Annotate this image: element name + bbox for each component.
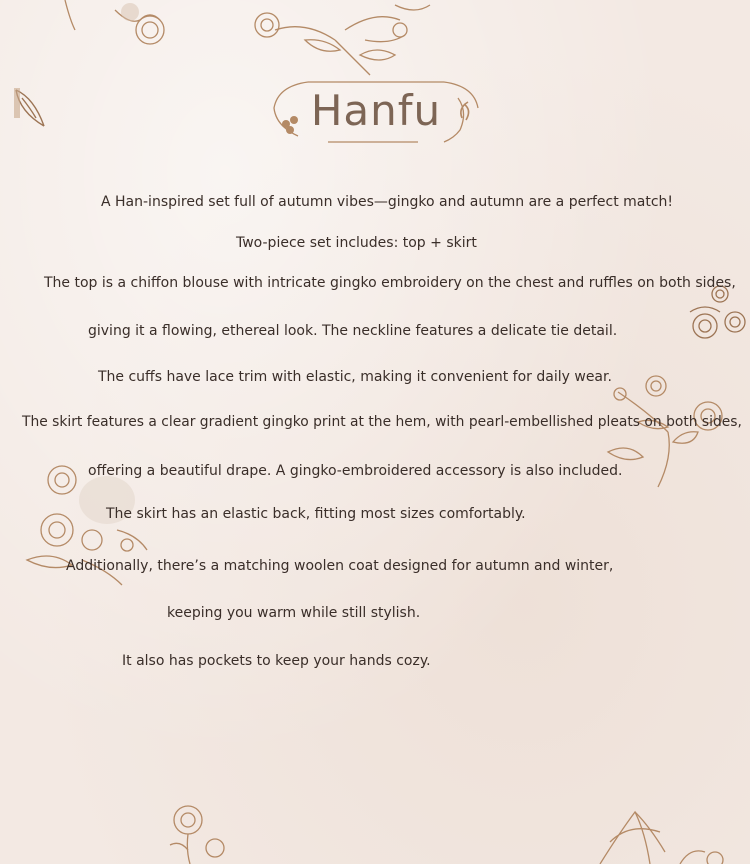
description-line-10: keeping you warm while still stylish. <box>167 605 421 621</box>
description-line-1: A Han-inspired set full of autumn vibes—gingko and autumn are a perfect match! <box>101 194 674 210</box>
left-leaf-ornament-icon <box>14 88 50 130</box>
description-line-9: Additionally, there’s a matching woolen coat designed for autumn and winter, <box>66 558 614 574</box>
title-banner <box>268 78 484 148</box>
description-line-8: The skirt has an elastic back, fitting most sizes comfortably. <box>106 506 526 522</box>
description-line-4: giving it a flowing, ethereal look. The neckline features a delicate tie detail. <box>88 323 618 339</box>
description-line-2: Two-piece set includes: top + skirt <box>236 235 477 251</box>
page-title: Hanfu <box>310 86 442 135</box>
top-left-floral-ornament-icon <box>55 0 185 60</box>
description-line-5: The cuffs have lace trim with elastic, making it convenient for daily wear. <box>98 369 612 385</box>
description-line-11: It also has pockets to keep your hands cozy. <box>122 653 431 669</box>
bottom-left-floral-ornament-icon <box>160 800 232 864</box>
description-line-7: offering a beautiful drape. A gingko-embroidered accessory is also included. <box>88 463 623 479</box>
bottom-right-floral-ornament-icon <box>590 802 750 864</box>
top-center-floral-ornament-icon <box>245 0 445 80</box>
description-line-6: The skirt features a clear gradient gingko print at the hem, with pearl-embellished pleats on both sides, <box>22 414 742 430</box>
description-line-3: The top is a chiffon blouse with intricate gingko embroidery on the chest and ruffles on both sides, <box>44 275 736 291</box>
